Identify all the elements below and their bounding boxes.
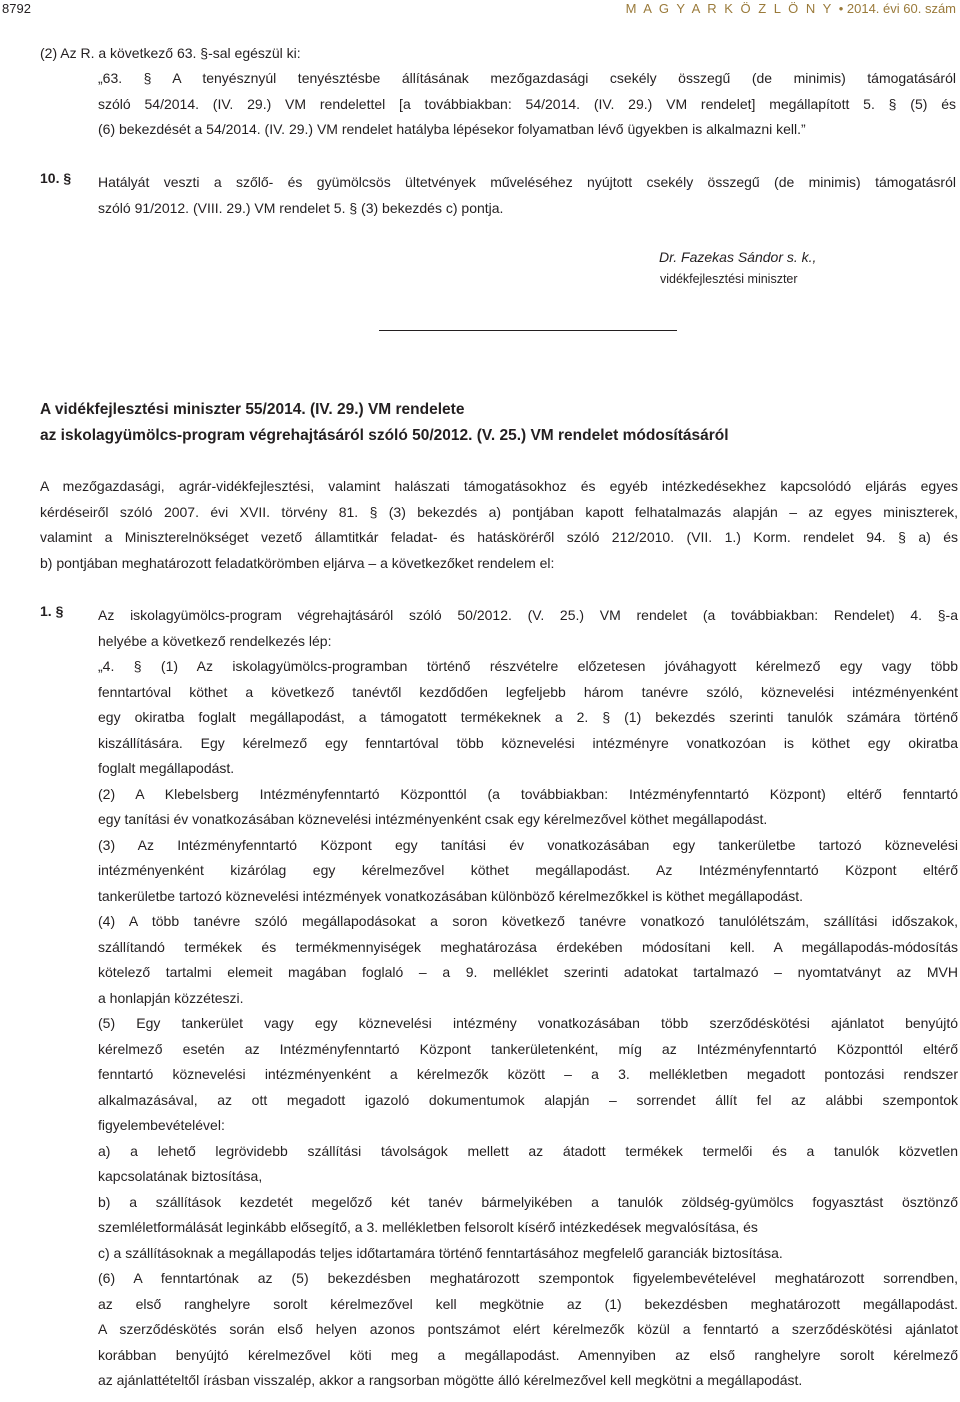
article-1-line: a) a lehető legrövidebb szállítási távolságok mellett az átadott termékek termelői és a tanulók közvetlen [98,1142,958,1159]
section-10-line: Hatályát veszti a szőlő- és gyümölcsös ültetvények műveléséhez nyújtott csekély összegű (de minimis) támogatásról [98,174,956,190]
preamble-line: valamint a Miniszterelnökséget vezető államtitkár feladat- és hatásköréről szóló 212/2010. (VII. 1.) Korm. rendelet 94. § a) és [40,529,958,545]
quote-line: „63. § A tenyésznyúl tenyésztésbe állításának mezőgazdasági csekély összegű (de minimis) támogatásáról [98,70,956,86]
article-1-line: szemléletformálását leginkább elősegítő, a 3. mellékletben felsorolt kísérő intézkedések megvalósítása, és [98,1219,758,1235]
page-header [0,0,960,24]
article-1-line: (4) A több tanévre szóló megállapodásokat a soron következő tanévre vonatkozó tanulólétszám, szállítási időszakok, [98,913,958,929]
article-1-line: Az iskolagyümölcs-program végrehajtásáról szóló 50/2012. (V. 25.) VM rendelet (a továbbiakban: Rendelet) 4. §-a [98,607,958,623]
article-1-line: korábban benyújtó kérelmezővel köti meg a megállapodást. Amennyiben az első ranghelyre sorolt kérelmező [98,1346,958,1363]
quote-line: (6) bekezdését a 54/2014. (IV. 29.) VM rendelet hatályba lépésekor folyamatban lévő ügyekben is alkalmazni kell.” [98,121,806,137]
article-1-line: „4. § (1) Az iskolagyümölcs-programban történő részvételre előzetesen jóváhagyott kérelmező egy vagy több [98,658,958,674]
article-1-number: 1. § [40,603,64,619]
article-1-line: fenntartó köznevelési intézményenként a kérelmezők között – a 3. mellékletben megadott pontozási rendszer [98,1066,958,1082]
section-10-line: szóló 91/2012. (VIII. 29.) VM rendelet 5. § (3) bekezdés c) pontja. [98,199,504,216]
article-1-line: (3) Az Intézményfenntartó Központ egy tanítási év vonatkozásában egy tankerületbe tartozó köznevelési [98,836,958,853]
article-1-line: egy tanítási év vonatkozásában köznevelési intézményenként csak egy kérelmezővel köthet megállapodást. [98,811,768,827]
article-1-line: kiszállítására. Egy kérelmező egy fenntartóval több köznevelési intézményre vonatkozóan is köthet egy okiratba [98,734,958,751]
article-1-line: b) a szállítások kezdetét megelőző két tanév bármelyikében a tanulók zöldség-gyümölcs fogyasztást ösztönző [98,1193,958,1210]
journal-issue: • 2014. évi 60. szám [838,1,956,16]
article-1-line: kötelező tartalmi elemeit magában foglaló – a 9. melléklet szerinti adatokat tartalmazó – nyomtatványt az MVH [98,964,958,980]
journal-title [626,1,956,16]
signatory-role: vidékfejlesztési miniszter [660,272,798,286]
article-1-line: egy okiratba foglalt megállapodást, a támogatott termékeknek a 2. § (1) bekezdés szerinti tanulók számára történő [98,709,958,725]
section-10-number: 10. § [40,170,72,186]
article-1-line: figyelembevételével: [98,1117,225,1133]
article-1-line: A szerződéskötés során első helyen azonos pontszámot elért kérelmezők közül a fenntartó a szerződéskötési ajánlatot [98,1321,958,1337]
article-1-text [98,603,958,1394]
article-1-line: fenntartóval köthet a következő tanévtől kezdődően legfeljebb három tanévre szóló, köznevelési intézményenként [98,683,958,700]
article-1-line: a honlapján közzéteszi. [98,989,244,1006]
journal-name: M A G Y A R K Ö Z L Ö N Y [625,1,834,16]
article-1-line: intézményenként kizárólag egy kérelmezővel köthet megállapodást. Az Intézményfenntartó Központ eltérő [98,862,958,878]
article-1-line: szállítandó termékek és termékmennyiségek meghatározása érdekében módosítani kell. A megállapodás-módosítás [98,938,958,955]
decree-preamble [40,474,958,576]
article-1-line: kapcsolatának biztosítása, [98,1168,263,1184]
article-1-line: helyébe a következő rendelkezés lép: [98,632,332,649]
article-1-line: kérelmező esetén az Intézményfenntartó Központ tankerületenként, míg az Intézményfenntartó Központtól eltérő [98,1040,958,1057]
separator-line [379,330,677,331]
article-1-line: az első ranghelyre sorolt kérelmezővel kell megkötnie az (1) bekezdésben meghatározott megállapodást. [98,1295,958,1312]
article-1-line: (5) Egy tankerület vagy egy köznevelési intézmény vonatkozásában több szerződéskötési ajánlatot benyújtó [98,1015,958,1031]
preamble-line: A mezőgazdasági, agrár-vidékfejlesztési, valamint halászati támogatásokhoz és egyéb intézkedésekhez kapcsolódó eljárás egyes [40,478,958,494]
preamble-line: kérdéseiről szóló 2007. évi XVII. törvény 81. § (3) bekezdés a) pontjában kapott felhatalmazás alapján – az egyes miniszterek, [40,503,958,520]
article-1-line: (2) A Klebelsberg Intézményfenntartó Központtól (a továbbiakban: Intézményfenntartó Központ) eltérő fenntartó [98,785,958,802]
decree-title-line1: A vidékfejlesztési miniszter 55/2014. (IV. 29.) VM rendelete [40,401,465,418]
article-1-line: foglalt megállapodást. [98,760,235,776]
amendment-quote [98,66,956,143]
article-1-line: tankerületbe tartozó köznevelési intézmények vonatkozásában különböző kérelmezőkkel is köthet megállapodást. [98,887,804,904]
decree-title-line2: az iskolagyümölcs-program végrehajtásáról szóló 50/2012. (V. 25.) VM rendelet módosításáról [40,426,729,444]
amendment-intro: (2) Az R. a következő 63. §-sal egészül ki: [40,45,301,61]
article-1-line: az ajánlattételtől írásban visszalép, akkor a rangsorban mögötte álló kérelmezővel kell megkötni a megállapodást. [98,1372,803,1388]
article-1-line: c) a szállításoknak a megállapodás teljes időtartamára történő fenntartásához megfelelő garanciák biztosítása. [98,1244,783,1261]
preamble-line: b) pontjában meghatározott feladatkörömben eljárva – a következőket rendelem el: [40,554,555,571]
decree-title [40,397,729,448]
article-1-line: (6) A fenntartónak az (5) bekezdésben meghatározott szempontok figyelembevételével meghatározott sorrendben, [98,1270,958,1286]
quote-line: szóló 54/2014. (IV. 29.) VM rendelettel [a továbbiakban: 54/2014. (IV. 29.) VM rendelet] megállapított 5. § (5) és [98,95,956,112]
signatory-name: Dr. Fazekas Sándor s. k., [659,249,817,265]
page-number: 8792 [2,1,31,16]
section-10-text [98,170,956,221]
article-1-line: alkalmazásával, az ott megadott igazoló dokumentumok alapján – sorrendet állít fel az alábbi szempontok [98,1091,958,1108]
